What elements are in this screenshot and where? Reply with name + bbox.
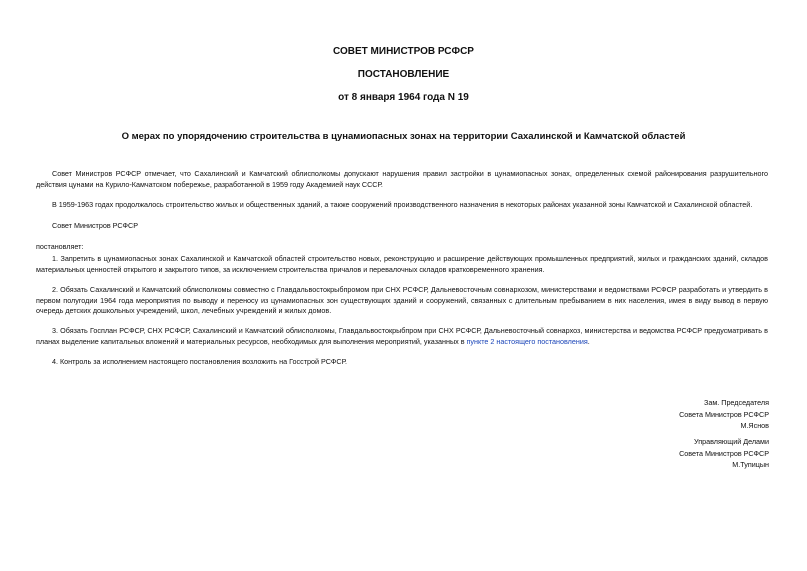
organization-heading: СОВЕТ МИНИСТРОВ РСФСР xyxy=(333,46,474,57)
item-1: 1. Запретить в цунамиопасных зонах Сахалинской и Камчатской областей строительство новых, реконструкцию и расширение действующих промышленных предприятий, жилых и гражданских зданий, складов материальных ценностей открытого и закрытого типов, за исключением строительства причалов и перевалочных складов кратковременного хранения. xyxy=(36,254,768,274)
paragraph-3: Совет Министров РСФСР xyxy=(52,221,139,230)
item-3-end: . xyxy=(587,336,590,346)
signature-title-line2: Совета Министров РСФСР xyxy=(679,448,769,458)
date-number-heading: от 8 января 1964 года N 19 xyxy=(338,92,469,103)
item-2: 2. Обязать Сахалинский и Камчатский облисполкомы совместно с Главдальвостокрыбпромом при СНХ РСФСР, Дальневосточным совнархозом, министерствами и ведомствами РСФСР разработать и утвердить в первом полугодии 1964 года мероприятия по выводу и переносу из цунамиопасных зон существующих зданий и сооружений, связанных с длительным пребыванием в них населения, имея в виду вывод в первую очередь детских дошкольных учреждений, школ, лечебных учреждений и жилых домов. xyxy=(36,285,768,316)
paragraph-2: В 1959-1963 годах продолжалось строительство жилых и общественных зданий, а также сооружений производственного назначения в некоторых районах указанной зоны Камчатской и Сахалинской областей. xyxy=(52,200,753,209)
item-3-link[interactable]: пункте 2 настоящего постановления xyxy=(466,336,588,346)
signature-title-line1: Управляющий Делами xyxy=(694,437,769,446)
item-4: 4. Контроль за исполнением настоящего постановления возложить на Госстрой РСФСР. xyxy=(52,357,348,366)
document-type-heading: ПОСТАНОВЛЕНИЕ xyxy=(357,69,450,80)
item-3-text: 3. Обязать Госплан РСФСР, СНХ РСФСР, Сахалинский и Камчатский облисполкомы, Главдальвостокрыбпром при СНХ РСФСР, Дальневосточный совнархоз, министерства и ведомства РСФСР предусматривать в планах выделение капитальных вложений и материальных ресурсов, необходимых для выполнения мероприятий, указанных в xyxy=(36,326,768,346)
signature-name: М.Яснов xyxy=(740,421,769,430)
document-title: О мерах по упорядочению строительства в цунамиопасных зонах на территории Сахалинской и Камчатской областей xyxy=(121,131,686,142)
signature-title-line1: Зам. Председателя xyxy=(704,398,769,407)
signature-block-2 xyxy=(679,436,769,471)
item-3 xyxy=(36,326,768,347)
signature-block-1 xyxy=(679,397,769,432)
signature-title-line2: Совета Министров РСФСР xyxy=(679,409,769,419)
signature-name: М.Тупицын xyxy=(732,460,769,469)
paragraph-1: Совет Министров РСФСР отмечает, что Сахалинский и Камчатский облисполкомы допускают нарушения правил застройки в цунамиопасных зонах, определенных схемой районирования разрушительного действия цунами на Курило-Камчатском побережье, разработанной в 1959 году Академией наук СССР. xyxy=(36,169,768,189)
paragraph-resolves: постановляет: xyxy=(36,242,84,251)
